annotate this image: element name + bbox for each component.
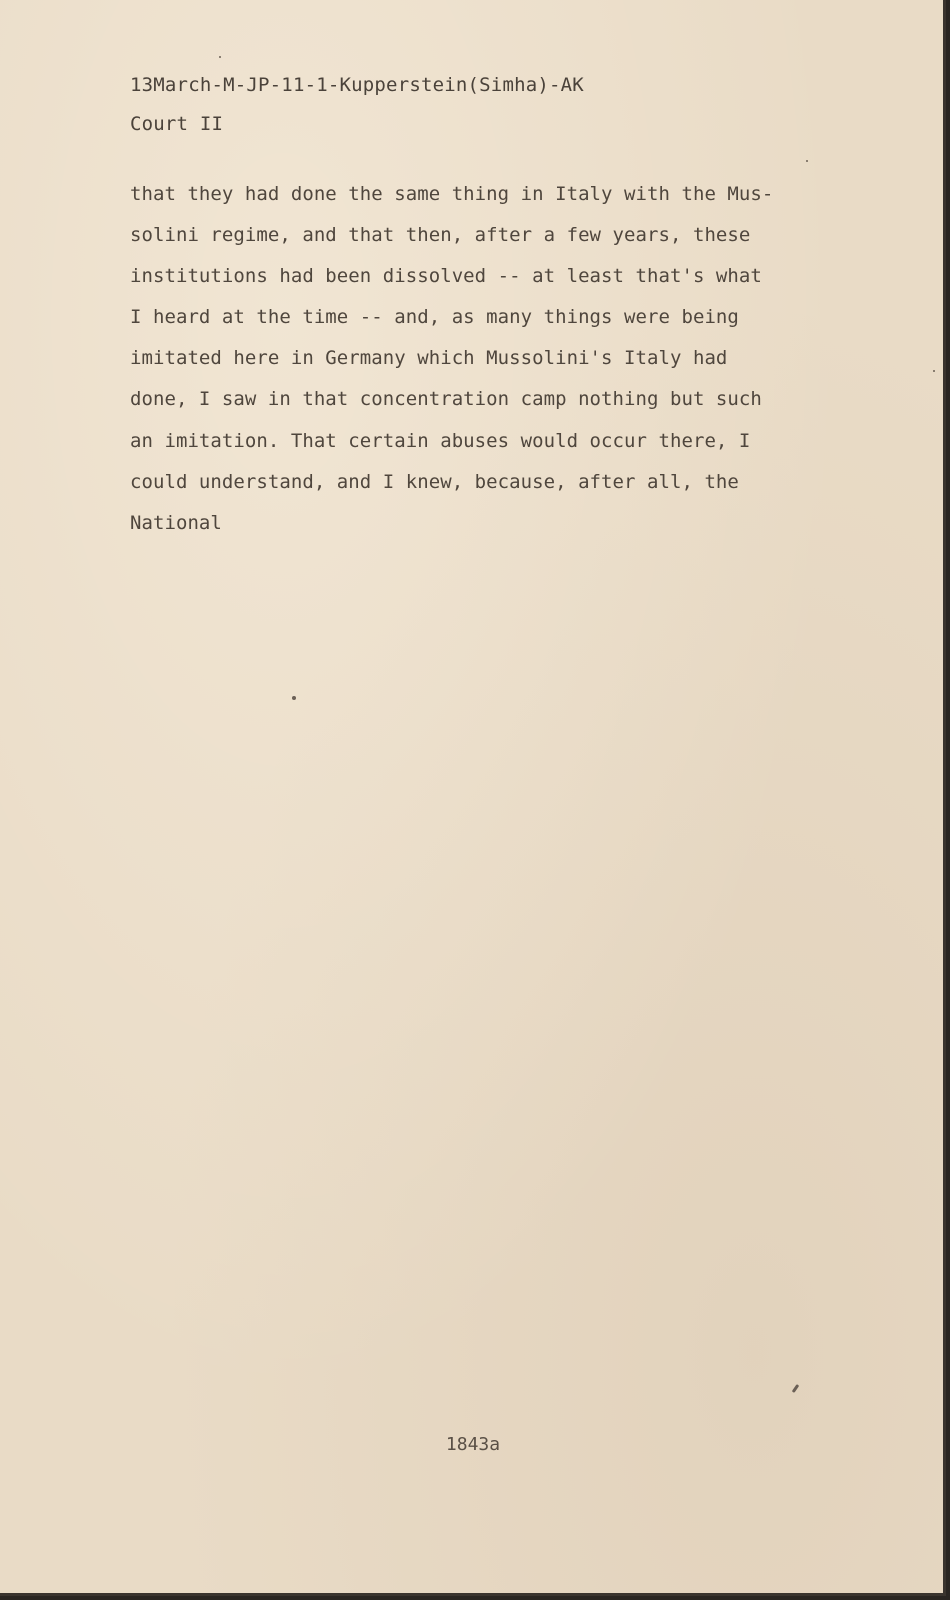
body-line: National <box>130 511 222 534</box>
transcript-body <box>130 174 773 544</box>
body-line: could understand, and I knew, because, after all, the <box>130 470 739 493</box>
paper-speck <box>792 1384 800 1393</box>
body-line: an imitation. That certain abuses would occur there, I <box>130 429 751 452</box>
header-court: Court II <box>130 113 224 135</box>
body-line: I heard at the time -- and, as many things were being <box>130 306 739 329</box>
paper-speck <box>933 370 935 372</box>
page-number: 1843a <box>445 1434 501 1455</box>
header-reference: 13March-M-JP-11-1-Kupperstein(Simha)-AK <box>130 74 584 96</box>
paper-speck <box>292 696 296 700</box>
body-line: solini regime, and that then, after a few years, these <box>130 224 751 247</box>
paper-speck <box>806 160 808 162</box>
body-line: institutions had been dissolved -- at least that's what <box>130 265 762 288</box>
paper-speck <box>219 56 221 58</box>
body-line: imitated here in Germany which Mussolini's Italy had <box>130 347 728 370</box>
body-line: done, I saw in that concentration camp nothing but such <box>130 388 762 411</box>
body-line: that they had done the same thing in Italy with the Mus- <box>130 183 774 205</box>
